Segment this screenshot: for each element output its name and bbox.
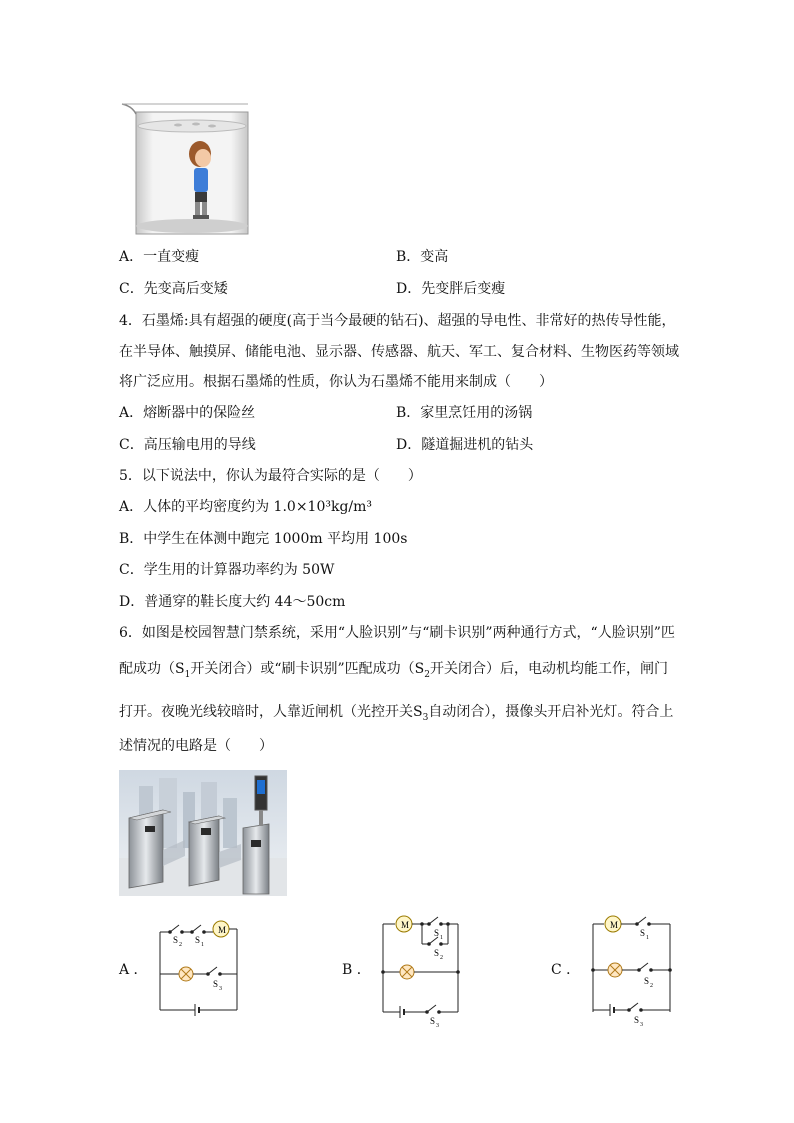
q3-option-a: A．一直变瘦 xyxy=(119,249,200,265)
q5-option-d: D．普通穿的鞋长度大约 44～50cm xyxy=(119,594,346,610)
circuit-a-s1-label: S xyxy=(195,935,201,945)
circuit-a-s1-sub: 1 xyxy=(201,942,204,948)
circuit-a-s2-sub: 2 xyxy=(179,942,182,948)
circuit-c-s1-label: S xyxy=(640,928,646,938)
q3-option-b: B．变高 xyxy=(396,249,449,265)
circuit-a-s2-label: S xyxy=(173,935,179,945)
q5-stem: 5．以下说法中，你认为最符合实际的是（ ） xyxy=(119,468,422,484)
circuit-b-s2-label: S xyxy=(434,948,440,958)
q3-option-d: D．先变胖后变瘦 xyxy=(396,281,506,297)
q6-line4: 述情况的电路是（ ） xyxy=(119,738,273,754)
q6-line3: 打开。夜晚光线较暗时，人靠近闸机（光控开关$S_3$自动闭合），摄像头开启补光灯。符合上 xyxy=(119,704,674,723)
circuit-c-s2-label: S xyxy=(644,976,650,986)
q4-stem-line1: 4．石墨烯:具有超强的硬度(高于当今最硬的钻石)、超强的导电性、非常好的热传导性能， xyxy=(119,313,676,329)
turnstile-photo xyxy=(119,770,287,896)
circuit-b-s3-label: S xyxy=(430,1016,436,1026)
q4-option-c: C．高压输电用的导线 xyxy=(119,437,256,453)
circuit-b-label: B ． xyxy=(342,962,371,978)
circuit-c-s3-sub: 3 xyxy=(640,1022,643,1028)
circuit-c-motor-label: M xyxy=(610,920,619,930)
q5-option-c: C．学生用的计算器功率约为 50W xyxy=(119,562,335,578)
beaker-figure xyxy=(118,100,258,240)
circuit-a-label: A ． xyxy=(119,962,148,978)
circuit-b-motor-label: M xyxy=(401,920,410,930)
circuit-c-diagram xyxy=(588,910,678,1030)
circuit-c-s1-sub: 1 xyxy=(646,935,649,941)
circuit-b-s1-label: S xyxy=(434,928,440,938)
circuit-b-s2-sub: 2 xyxy=(440,955,443,961)
q4-option-a: A．熔断器中的保险丝 xyxy=(119,405,256,421)
circuit-a-motor-label: M xyxy=(218,925,227,935)
q5-option-a: A．人体的平均密度约为 1.0×10³kg/m³ xyxy=(119,499,373,515)
q5-option-b: B．中学生在体测中跑完 1000m 平均用 100s xyxy=(119,531,408,547)
circuit-c-s2-sub: 2 xyxy=(650,983,653,989)
circuit-b-s3-sub: 3 xyxy=(436,1023,439,1029)
q4-option-b: B．家里烹饪用的汤锅 xyxy=(396,405,533,421)
circuit-c-s3-label: S xyxy=(634,1015,640,1025)
circuit-a-s3-sub: 3 xyxy=(219,986,222,992)
q4-stem-line3: 将广泛应用。根据石墨烯的性质，你认为石墨烯不能用来制成（ ） xyxy=(119,374,553,390)
q3-option-c: C．先变高后变矮 xyxy=(119,281,228,297)
q6-line1: 6．如图是校园智慧门禁系统，采用“人脸识别”与“刷卡识别”两种通行方式，“人脸识别”匹 xyxy=(119,625,675,641)
circuit-a-s3-label: S xyxy=(213,979,219,989)
q4-stem-line2: 在半导体、触摸屏、储能电池、显示器、传感器、航天、军工、复合材料、生物医药等领域 xyxy=(119,344,679,360)
circuit-c-label: C ． xyxy=(551,962,581,978)
q6-line2: 配成功（$S_1$开关闭合）或“刷卡识别”匹配成功（$S_2$开关闭合）后，电动机均能工作，闸门 xyxy=(119,661,668,680)
circuit-a-diagram xyxy=(155,912,245,1022)
q4-option-d: D．隧道掘进机的钻头 xyxy=(396,437,534,453)
circuit-b-diagram xyxy=(378,910,468,1030)
circuit-b-s1-sub: 1 xyxy=(440,935,443,941)
